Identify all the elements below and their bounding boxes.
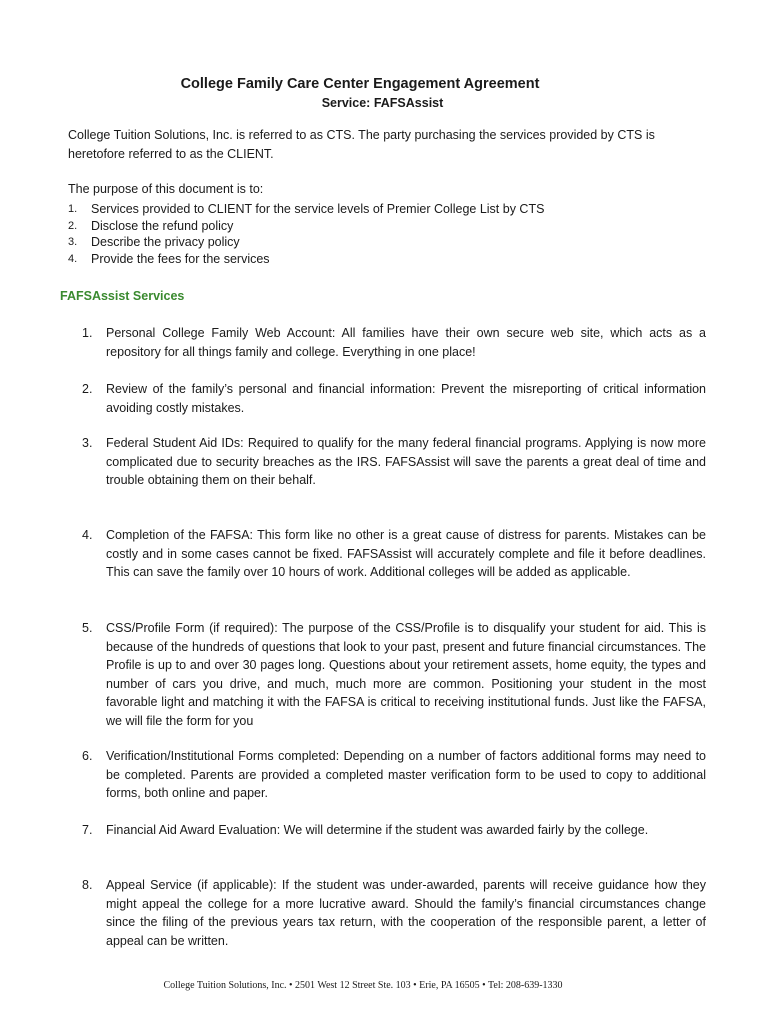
- purpose-item: [68, 251, 544, 268]
- purpose-item-text: Disclose the refund policy: [91, 218, 234, 233]
- purpose-item: [68, 234, 544, 251]
- page-subtitle: Service: FAFSAssist: [321, 96, 444, 110]
- service-text: CSS/Profile Form (if required): The purpose of the CSS/Profile is to disqualify your student for aid. This is because of the hundreds of questions that look to your past, present and future financial circumstances. The Profile is up to and over 30 pages long. Questions about your retirement assets, home equity, the types and number of cars you drive, and much, much more are common. Positioning your student in the most favorable light and matching it with the FAFSA is critical to receiving institutional funds. Just like the FAFSA, we will file the form for you: [106, 621, 706, 728]
- purpose-item: [68, 218, 544, 235]
- service-text: Federal Student Aid IDs: Required to qualify for the many federal financial programs. Applying is now more complicated due to security breaches as the IRS. FAFSAssist will save the parents a great deal of time and trouble obtaining them on their behalf.: [106, 436, 706, 488]
- section-heading: FAFSAssist Services: [60, 289, 185, 303]
- purpose-lead: The purpose of this document is to:: [68, 182, 264, 196]
- service-text: Personal College Family Web Account: All families have their own secure web site, which acts as a repository for all things family and college. Everything in one place!: [106, 326, 706, 359]
- service-number: 8.: [82, 878, 93, 892]
- service-item: [82, 619, 706, 731]
- purpose-list: [68, 201, 544, 267]
- purpose-item: [68, 201, 544, 218]
- purpose-item-text: Services provided to CLIENT for the service levels of Premier College List by CTS: [91, 202, 545, 216]
- purpose-item-number: 2.: [68, 219, 78, 232]
- page-footer: College Tuition Solutions, Inc. • 2501 West 12 Street Ste. 103 • Erie, PA 16505 • Tel: 208-639-1330: [163, 980, 563, 991]
- service-item: [82, 380, 706, 417]
- purpose-item-text: Describe the privacy policy: [91, 235, 240, 249]
- service-text: Review of the family’s personal and financial information: Prevent the misreporting of critical information avoiding costly mistakes.: [106, 382, 706, 415]
- service-number: 7.: [82, 823, 93, 837]
- intro-paragraph: College Tuition Solutions, Inc. is referred to as CTS. The party purchasing the services provided by CTS is heretofore referred to as the CLIENT.: [68, 128, 655, 161]
- service-number: 6.: [82, 749, 93, 763]
- service-item: [82, 434, 706, 490]
- purpose-item-number: 1.: [68, 203, 78, 215]
- service-item: [82, 876, 706, 950]
- service-number: 1.: [82, 326, 93, 340]
- service-item: [82, 526, 706, 582]
- service-item: [82, 747, 706, 803]
- service-text: Completion of the FAFSA: This form like no other is a great cause of distress for parents. Mistakes can be costly and in some cases cannot be fixed. FAFSAssist will accurately complete and file it before deadlines. This can save the family over 10 hours of work. Additional colleges will be added as applicable.: [106, 528, 706, 580]
- service-number: 2.: [82, 382, 93, 396]
- purpose-item-number: 4.: [68, 252, 78, 265]
- service-text: Appeal Service (if applicable): If the student was under-awarded, parents will receive guidance how they might appeal the college for a more lucrative award. Should the family’s financial circumstances change since the filing of the previous years tax return, with the cooperation of the responsible parent, a letter of appeal can be written.: [106, 878, 706, 948]
- purpose-item-number: 3.: [68, 236, 78, 248]
- service-number: 3.: [82, 436, 93, 450]
- service-text: Financial Aid Award Evaluation: We will determine if the student was awarded fairly by the college.: [106, 823, 649, 837]
- page-title: College Family Care Center Engagement Agreement: [180, 76, 540, 92]
- service-item: [82, 324, 706, 361]
- service-number: 5.: [82, 621, 93, 635]
- service-number: 4.: [82, 528, 93, 542]
- service-text: Verification/Institutional Forms completed: Depending on a number of factors additional forms may need to be completed. Parents are provided a completed master verification form to be used to copy to additional forms, both online and paper.: [106, 749, 706, 801]
- service-item: [82, 821, 706, 840]
- purpose-item-text: Provide the fees for the services: [91, 251, 270, 266]
